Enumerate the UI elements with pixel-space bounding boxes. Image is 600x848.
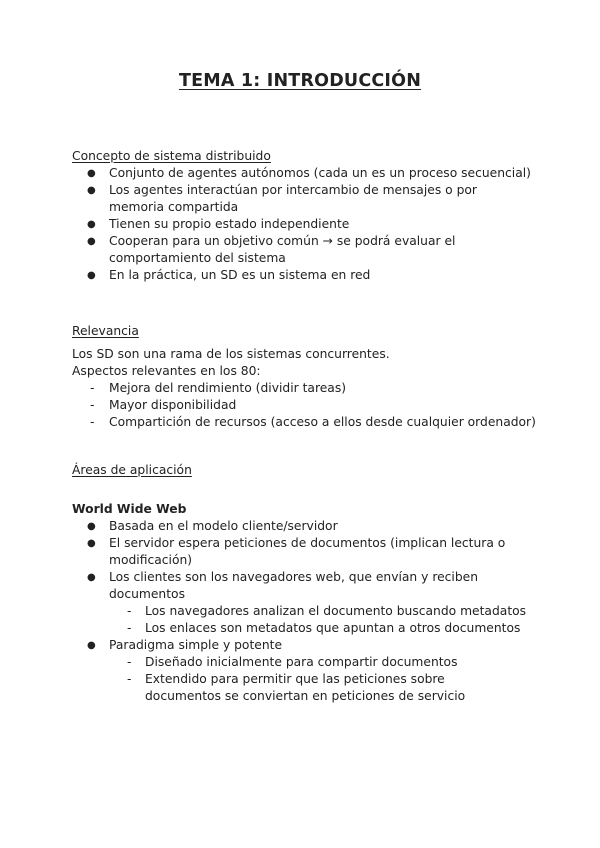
clients-sublist xyxy=(109,603,542,637)
list-item xyxy=(72,569,542,637)
list-item: - Compartición de recursos (acceso a ellos desde cualquier ordenador) xyxy=(72,414,542,431)
relevancia-list xyxy=(72,380,542,431)
list-item: - Mejora del rendimiento (dividir tareas) xyxy=(72,380,542,397)
relevancia-text-aspectos: Aspectos relevantes en los 80: xyxy=(72,364,261,378)
section-relevancia xyxy=(72,323,542,431)
list-item-text: ● Los clientes son los navegadores web, que envían y reciben documentos xyxy=(109,570,479,601)
paradigm-sublist xyxy=(109,654,542,705)
list-item: ● Cooperan para un objetivo común → se podrá evaluar el comportamiento del sistema xyxy=(72,233,489,267)
list-item: ● Los agentes interactúan por intercambio de mensajes o por memoria compartida xyxy=(72,182,504,216)
list-item: ● Basada en el modelo cliente/servidor xyxy=(72,518,542,535)
section-areas xyxy=(72,462,542,479)
list-item xyxy=(72,637,542,705)
list-item: ● El servidor espera peticiones de documentos (implican lectura o modificación) xyxy=(72,535,509,569)
section-heading-areas: Áreas de aplicación xyxy=(72,463,192,477)
www-list xyxy=(72,518,542,705)
list-item: ● En la práctica, un SD es un sistema en red xyxy=(72,267,542,284)
list-item: ● Tienen su propio estado independiente xyxy=(72,216,542,233)
sub-list-item: - Diseñado inicialmente para compartir documentos xyxy=(109,654,542,671)
section-concepto xyxy=(72,148,542,284)
sub-list-item: - Los enlaces son metadatos que apuntan a otros documentos xyxy=(109,620,542,637)
list-item-text: ● Paradigma simple y potente xyxy=(109,638,283,652)
sub-list-item: - Extendido para permitir que las peticiones sobre documentos se conviertan en peticiones de servicio xyxy=(109,671,505,705)
list-item: ● Conjunto de agentes autónomos (cada un es un proceso secuencial) xyxy=(72,165,542,182)
sub-list-item: - Los navegadores analizan el documento buscando metadatos xyxy=(109,603,542,620)
list-item: - Mayor disponibilidad xyxy=(72,397,542,414)
section-heading-relevancia: Relevancia xyxy=(72,324,139,338)
concepto-list xyxy=(72,165,542,284)
section-heading-concepto: Concepto de sistema distribuido xyxy=(72,149,271,163)
section-www xyxy=(72,501,542,705)
page-title: TEMA 1: INTRODUCCIÓN xyxy=(178,71,422,91)
section-heading-www: World Wide Web xyxy=(72,502,187,516)
relevancia-text: Los SD son una rama de los sistemas concurrentes. xyxy=(72,347,390,361)
